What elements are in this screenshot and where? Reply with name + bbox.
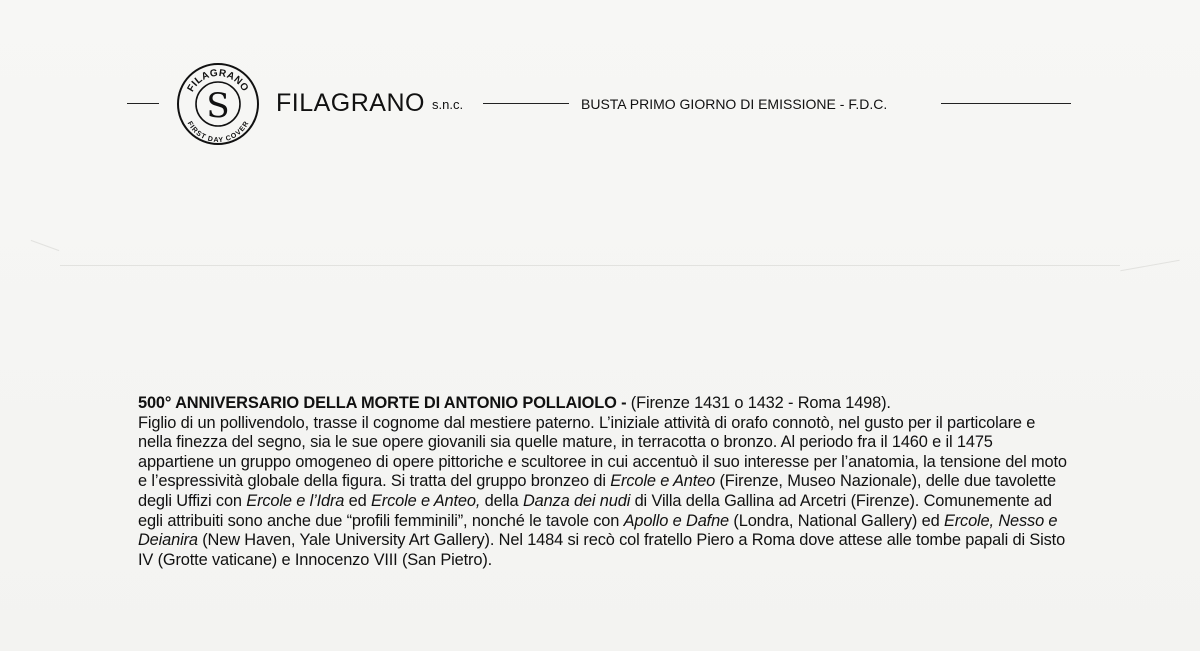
rule-left bbox=[127, 103, 159, 104]
flap-crease-bottom bbox=[60, 265, 1120, 266]
seal-initial: S bbox=[206, 86, 230, 126]
anniversary-title: 500° ANNIVERSARIO DELLA MORTE DI ANTONIO POLLAIOLO - bbox=[138, 394, 627, 412]
brand-suffix: s.n.c. bbox=[432, 97, 464, 112]
artwork-title: Ercole e Anteo bbox=[610, 472, 716, 491]
rule-middle bbox=[483, 103, 569, 104]
flap-crease-left bbox=[31, 240, 60, 251]
artwork-title: Ercole, Nesso e Deianira bbox=[138, 511, 1058, 550]
brand-name: FILAGRANO bbox=[276, 89, 425, 117]
rule-right bbox=[941, 103, 1071, 104]
filagrano-seal-logo bbox=[176, 62, 260, 146]
biography-text: (Londra, National Gallery) ed bbox=[729, 511, 944, 530]
sender-header bbox=[0, 62, 1200, 152]
text-paragraph bbox=[138, 394, 1068, 570]
artwork-title: Danza dei nudi bbox=[522, 491, 631, 510]
seal-top-arc-text: FILAGRANO bbox=[185, 67, 251, 94]
biography-text: ed bbox=[344, 491, 372, 510]
commemorative-text bbox=[138, 394, 1068, 570]
first-day-cover-tagline: BUSTA PRIMO GIORNO DI EMISSIONE - F.D.C. bbox=[581, 96, 888, 112]
artwork-title: Apollo e Dafne bbox=[623, 511, 730, 530]
seal-bottom-arc-text: FIRST DAY COVER bbox=[185, 120, 251, 145]
flap-crease-right bbox=[1120, 260, 1179, 271]
anniversary-dates: (Firenze 1431 o 1432 - Roma 1498). bbox=[626, 394, 891, 412]
artwork-title: Ercole e l’Idra bbox=[246, 491, 345, 510]
biography-text: (New Haven, Yale University Art Gallery). Nel 1484 si recò col fratello Piero a Roma dove attese alle tombe papali di Sisto IV (Grotte vaticane) e Innocenzo VIII (San Pietro). bbox=[138, 531, 1066, 569]
biography-text: (Firenze, Museo Nazionale), delle due tavolette degli Uffizi con bbox=[138, 472, 1056, 510]
biography-text: di Villa della Gallina ad Arcetri (Firenze). Comunemente ad egli attribuiti sono anche due “profili femminili”, nonché le tavole con bbox=[138, 491, 1052, 530]
biography-text: della bbox=[480, 491, 523, 510]
biography-text: Figlio di un pollivendolo, trasse il cognome dal mestiere paterno. L’iniziale attività di orafo connotò, nel gusto per il particolare e nella finezza del segno, sia le sue opere giovanili sia quelle mature, in terracotta o bronzo. Al periodo fra il 1460 e il 1475 appartiene un gruppo omogeneo di opere pittoriche e scultoree in cui accentuò il suo interesse per l’anatomia, la tensione del moto e l’espressività globale della figura. Si tratta del gruppo bronzeo di bbox=[138, 413, 1067, 491]
artwork-title: Ercole e Anteo, bbox=[371, 491, 481, 510]
